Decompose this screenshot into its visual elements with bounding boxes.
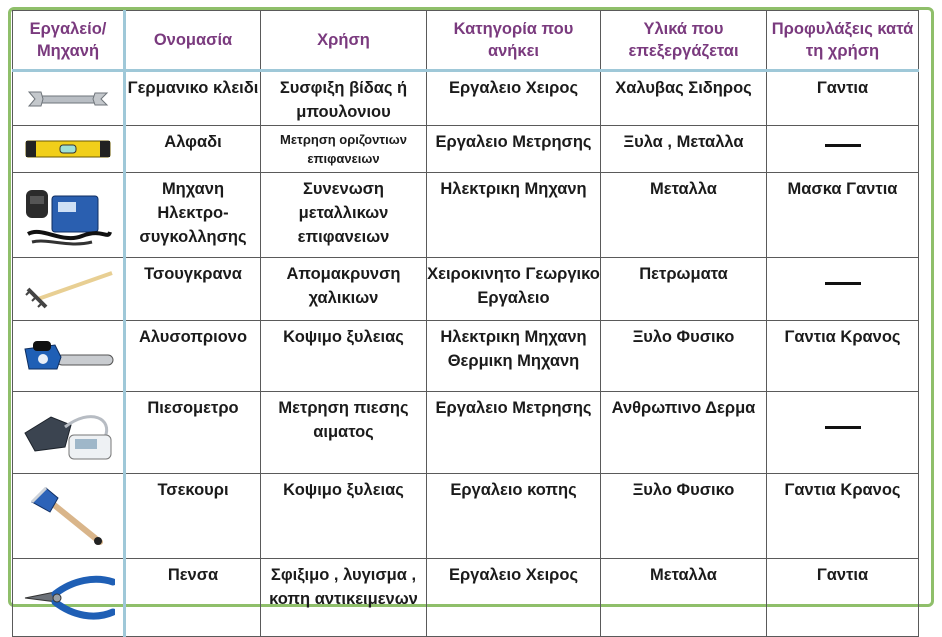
tool-materials: Ξυλο Φυσικο [601, 321, 767, 392]
header-row [13, 11, 919, 71]
tool-name: Αλυσοπριονο [125, 321, 261, 392]
tool-materials: Μεταλλα [601, 173, 767, 258]
tool-name: Τσεκουρι [125, 474, 261, 559]
tool-materials: Πετρωματα [601, 258, 767, 321]
table-row [13, 392, 919, 474]
tool-use: Κοψιμο ξυλειας [261, 321, 427, 392]
tool-precautions: Γαντια [767, 559, 919, 637]
tool-materials: Ξυλα , Μεταλλα [601, 126, 767, 173]
table-row [13, 321, 919, 392]
no-precautions-dash [825, 426, 861, 429]
header-name: Ονομασία [125, 11, 261, 71]
header-tool: Εργαλείο/ Μηχανή [13, 11, 125, 71]
tool-name: Πενσα [125, 559, 261, 637]
tool-materials: Μεταλλα [601, 559, 767, 637]
chainsaw-icon [21, 335, 115, 377]
tool-precautions: Γαντια Κρανος [767, 321, 919, 392]
tool-use: Μετρηση πιεσης αιματος [261, 392, 427, 474]
tool-use: Συσφιξη βίδας ή μπουλονιου [261, 71, 427, 126]
table-row [13, 258, 919, 321]
header-use: Χρήση [261, 11, 427, 71]
welding-machine-icon [22, 182, 114, 248]
tool-category: Ηλεκτρικη Μηχανη [427, 173, 601, 258]
header-precautions: Προφυλάξεις κατά τη χρήση [767, 11, 919, 71]
tool-materials: Ανθρωπινο Δερμα [601, 392, 767, 474]
tool-category: Εργαλειο Χειρος [427, 559, 601, 637]
table-row [13, 559, 919, 637]
tool-use: Απομακρυνση χαλικιων [261, 258, 427, 321]
table-row [13, 126, 919, 173]
blood-pressure-monitor-icon [21, 403, 115, 463]
wrench-icon [25, 86, 111, 112]
tool-name: Γερμανικο κλειδι [125, 71, 261, 126]
tool-category: Εργαλειο Μετρησης [427, 126, 601, 173]
tool-category: Εργαλειο κοπης [427, 474, 601, 559]
tool-category: Ηλεκτρικη Μηχανη Θερμικη Μηχανη [427, 321, 601, 392]
tool-materials: Ξυλο Φυσικο [601, 474, 767, 559]
tool-category: Εργαλειο Μετρησης [427, 392, 601, 474]
pliers-icon [21, 572, 115, 624]
tool-materials: Χαλυβας Σιδηρος [601, 71, 767, 126]
tool-use: Συνενωση μεταλλικων επιφανειων [261, 173, 427, 258]
axe-icon [28, 484, 108, 548]
table-row [13, 71, 919, 126]
tool-precautions: Γαντια Κρανος [767, 474, 919, 559]
tool-precautions: Γαντια [767, 71, 919, 126]
table-row [13, 474, 919, 559]
header-materials: Υλικά που επεξεργάζεται [601, 11, 767, 71]
tool-name: Μηχανη Ηλεκτρο-συγκολλησης [125, 173, 261, 258]
tool-name: Πιεσομετρο [125, 392, 261, 474]
tool-category: Χειροκινητο Γεωργικο Εργαλειο [427, 258, 601, 321]
tool-precautions: Μασκα Γαντια [767, 173, 919, 258]
header-category: Κατηγορία που ανήκει [427, 11, 601, 71]
tool-name: Τσουγκρανα [125, 258, 261, 321]
tool-use: Σφιξιμο , λυγισμα , κοπη αντικειμενων [261, 559, 427, 637]
tool-category: Εργαλειο Χειρος [427, 71, 601, 126]
tools-table [12, 10, 919, 637]
rake-icon [22, 269, 114, 309]
no-precautions-dash [825, 282, 861, 285]
tool-use: Κοψιμο ξυλειας [261, 474, 427, 559]
no-precautions-dash [825, 144, 861, 147]
table-row [13, 173, 919, 258]
spirit-level-icon [24, 136, 112, 162]
tool-name: Αλφαδι [125, 126, 261, 173]
tool-use: Μετρηση οριζοντιων επιφανειων [261, 126, 427, 173]
